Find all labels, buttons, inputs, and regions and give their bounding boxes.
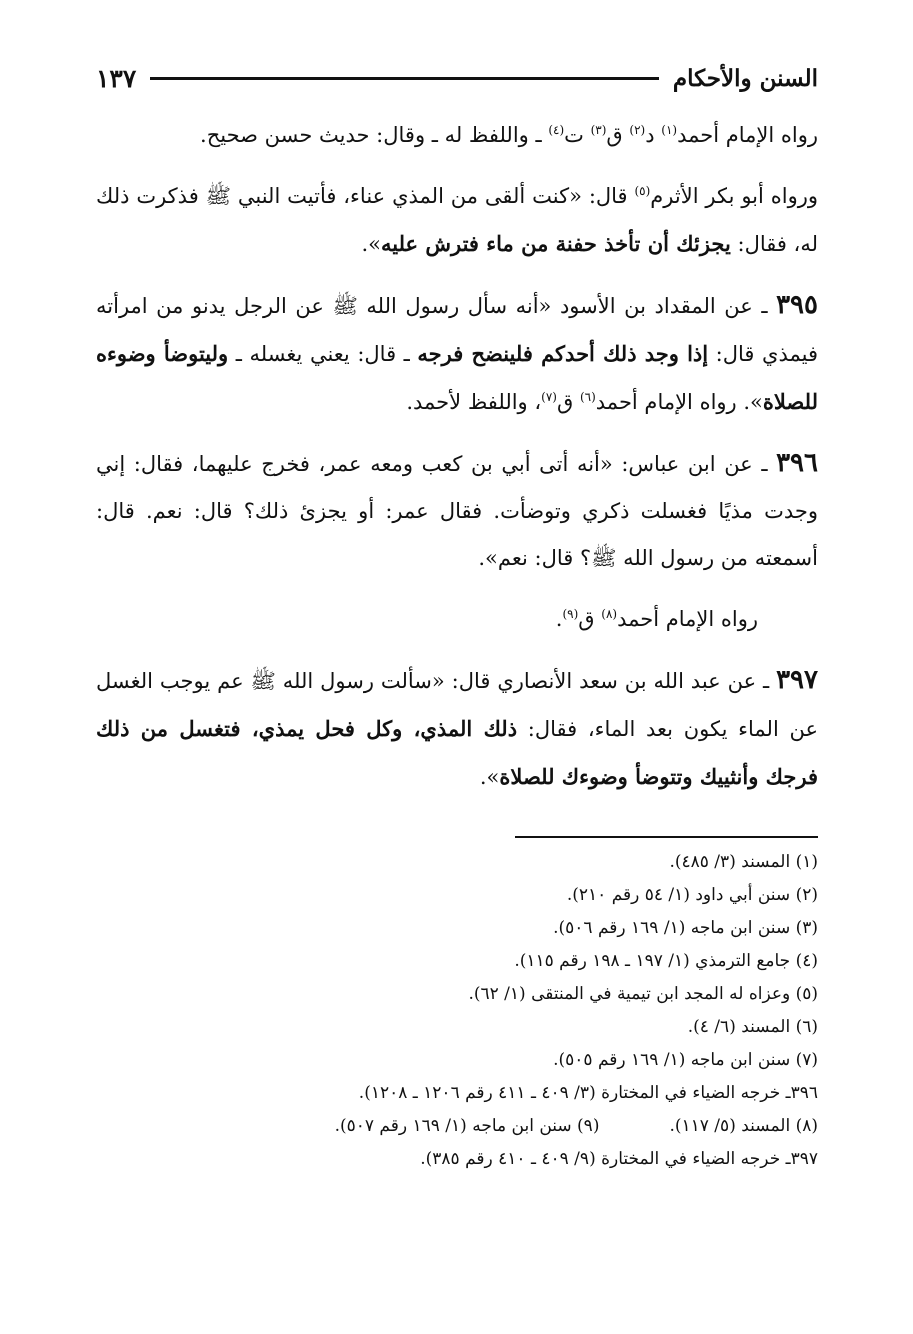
footnote-4: (٤) جامع الترمذي (١/ ١٩٧ ـ ١٩٨ رقم ١١٥). bbox=[514, 951, 818, 971]
page-number: ١٣٧ bbox=[96, 63, 137, 93]
prophetic-saying: ذلك المذي، وكل فحل يمذي، فتغسل من ذلك فرجك وأنثييك وتتوضأ وضوءك للصلاة bbox=[96, 716, 818, 789]
prophetic-saying: إذا وجد ذلك أحدكم فلينضح فرجه bbox=[417, 341, 709, 366]
text-segment: ، واللفظ لأحمد. bbox=[406, 390, 542, 414]
text-segment: . bbox=[555, 607, 563, 631]
footnote-marker: (٢) bbox=[629, 123, 646, 137]
hadith-number: ٣٩٧ bbox=[776, 665, 818, 695]
paragraph bbox=[96, 596, 818, 643]
paragraph bbox=[96, 657, 818, 801]
paragraph bbox=[96, 440, 818, 582]
header-rule bbox=[150, 77, 659, 80]
text-segment: ـ عن المقداد بن الأسود «أنه سأل رسول الله ﷺ عن الرجل يدنو من امرأته فيمذي قال: bbox=[96, 294, 818, 366]
text-segment: ـ عن ابن عباس: «أنه أتى أبي بن كعب ومعه عمر، فخرج عليهما، فقال: إني وجدت مذيًا فغسلت ذكري وتوضأت. فقال عمر: أو يجزئ ذلك؟ قال: نعم. قال: أسمعته من رسول الله ﷺ؟ قال: نعم». bbox=[96, 452, 818, 570]
footnote-3: (٣) سنن ابن ماجه (١/ ١٦٩ رقم ٥٠٦). bbox=[553, 918, 818, 938]
text-segment: ». bbox=[479, 765, 500, 789]
footnotes bbox=[96, 846, 818, 1176]
prophetic-saying: وليتوضأ وضوءه للصلاة bbox=[96, 341, 818, 414]
footnote-7: (٧) سنن ابن ماجه (١/ ١٦٩ رقم ٥٠٥). bbox=[553, 1050, 818, 1070]
footnote-5: (٥) وعزاه له المجد ابن تيمية في المنتقى (١/ ٦٢). bbox=[468, 984, 818, 1004]
footnote-marker: (٤) bbox=[548, 123, 565, 137]
footnote-marker: (٩) bbox=[562, 607, 579, 621]
footnote-marker: (٣) bbox=[590, 123, 607, 137]
text-segment: ». bbox=[361, 232, 381, 256]
prophetic-saying: يجزئك أن تأخذ حفنة من ماء فترش عليه bbox=[380, 231, 731, 256]
hadith-number: ٣٩٥ bbox=[776, 290, 818, 320]
footnote-marker: (٥) bbox=[634, 184, 651, 198]
text-segment: ت bbox=[564, 123, 591, 147]
running-title: السنن والأحكام bbox=[672, 64, 818, 92]
footnote-396: ٣٩٦ـ خرجه الضياء في المختارة (٣/ ٤٠٩ ـ ٤١١ رقم ١٢٠٦ ـ ١٢٠٨). bbox=[358, 1083, 818, 1103]
footnote-separator bbox=[515, 836, 818, 838]
footnote-8: (٨) المسند (٥/ ١١٧). bbox=[669, 1116, 818, 1136]
paragraph bbox=[96, 173, 818, 268]
footnote-row-8-9 bbox=[96, 1110, 818, 1143]
hadith-number: ٣٩٦ bbox=[776, 448, 818, 478]
text-segment: ق bbox=[578, 607, 602, 631]
text-segment: ». رواه الإمام أحمد bbox=[595, 390, 763, 414]
footnote-marker: (٨) bbox=[601, 607, 618, 621]
text-segment: ـ قال: يعني يغسله ـ bbox=[228, 342, 418, 366]
footnote-6: (٦) المسند (٦/ ٤). bbox=[687, 1017, 818, 1037]
text-segment: رواه الإمام أحمد bbox=[617, 607, 758, 631]
paragraph bbox=[96, 282, 818, 426]
text-segment: ق bbox=[556, 390, 580, 414]
text-segment: ـ عن عبد الله بن سعد الأنصاري قال: «سألت رسول الله ﷺ عم يوجب الغسل عن الماء يكون بعد الماء، فقال: bbox=[96, 669, 818, 741]
text-segment: د bbox=[645, 123, 662, 147]
paragraph bbox=[96, 112, 818, 159]
text-segment: ورواه أبو بكر الأثرم bbox=[650, 184, 818, 208]
footnote-1: (١) المسند (٣/ ٤٨٥). bbox=[669, 852, 818, 872]
text-segment: رواه الإمام أحمد bbox=[677, 123, 818, 147]
text-segment: قال: «كنت ألقى من المذي عناء، فأتيت النبي ﷺ فذكرت ذلك له، فقال: bbox=[96, 184, 818, 256]
main-text bbox=[96, 112, 818, 815]
text-segment: ـ واللفظ له ـ وقال: حديث حسن صحيح. bbox=[200, 123, 549, 147]
page-header bbox=[96, 58, 818, 98]
footnote-2: (٢) سنن أبي داود (١/ ٥٤ رقم ٢١٠). bbox=[566, 885, 818, 905]
footnote-marker: (٦) bbox=[579, 390, 596, 404]
footnote-397: ٣٩٧ـ خرجه الضياء في المختارة (٩/ ٤٠٩ ـ ٤١٠ رقم ٣٨٥). bbox=[420, 1149, 818, 1169]
footnote-9: (٩) سنن ابن ماجه (١/ ١٦٩ رقم ٥٠٧). bbox=[334, 1116, 600, 1136]
footnote-marker: (١) bbox=[661, 123, 678, 137]
footnote-marker: (٧) bbox=[541, 390, 557, 404]
text-segment: ق bbox=[606, 123, 630, 147]
